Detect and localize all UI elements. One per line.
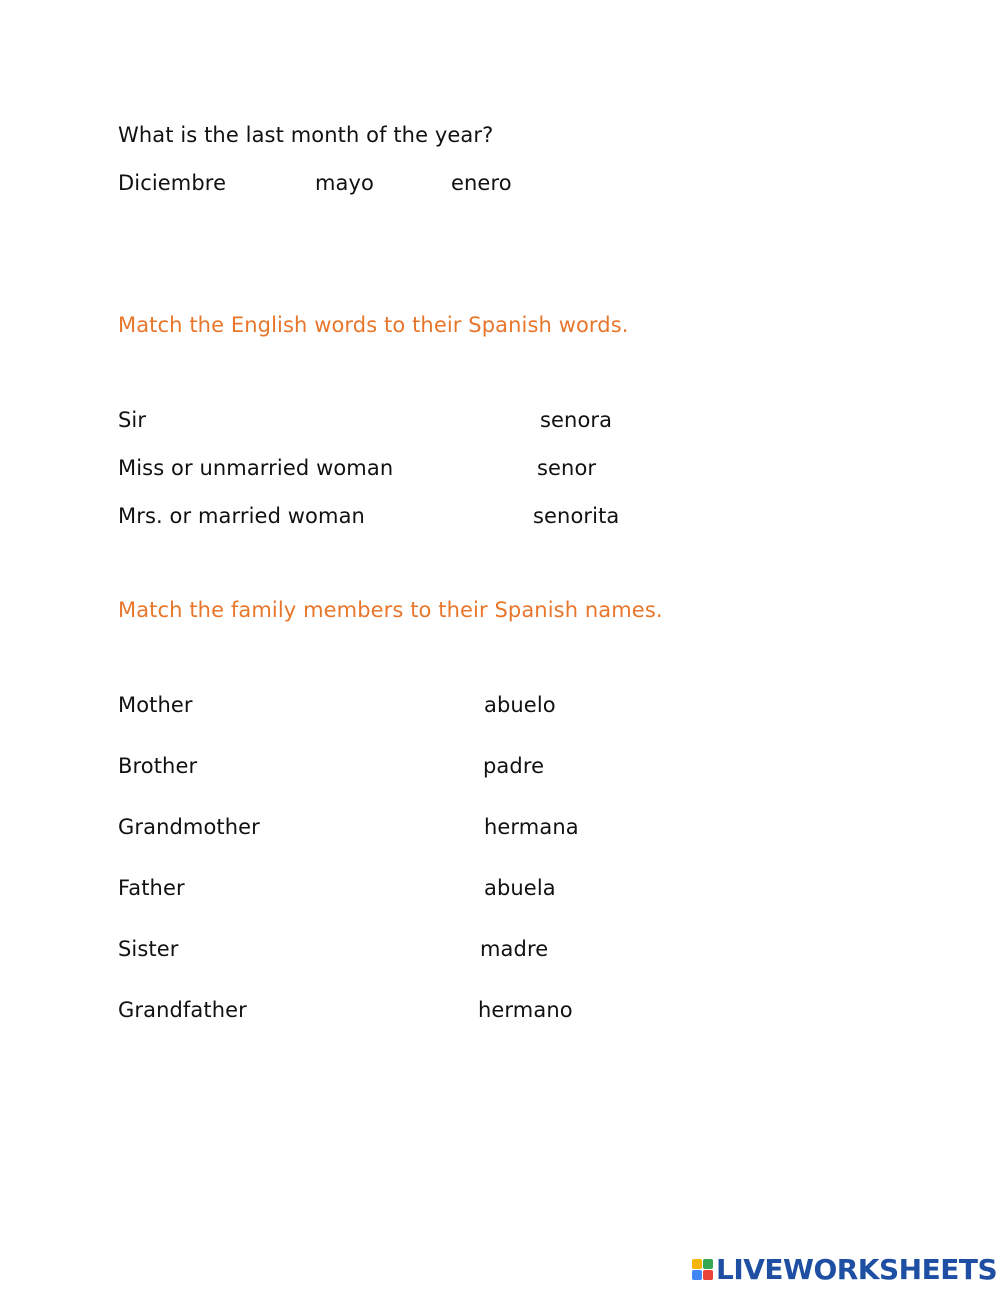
match-english-item[interactable]: Brother xyxy=(118,754,198,778)
answer-option[interactable]: enero xyxy=(451,171,512,195)
match-spanish-item[interactable]: hermano xyxy=(478,998,573,1022)
answer-option[interactable]: mayo xyxy=(315,171,375,195)
match-spanish-item[interactable]: senor xyxy=(537,456,597,480)
match-english-item[interactable]: Sir xyxy=(118,408,147,432)
match-english-item[interactable]: Miss or unmarried woman xyxy=(118,456,394,480)
match-spanish-item[interactable]: madre xyxy=(480,937,549,961)
match-spanish-item[interactable]: abuela xyxy=(484,876,556,900)
match-spanish-item[interactable]: padre xyxy=(483,754,545,778)
answer-option[interactable]: Diciembre xyxy=(118,171,227,195)
liveworksheets-logo xyxy=(692,1254,997,1284)
match-english-item[interactable]: Grandfather xyxy=(118,998,247,1022)
logo-text: LIVEWORKSHEETS xyxy=(716,1252,998,1286)
match-english-item[interactable]: Grandmother xyxy=(118,815,260,839)
match-english-item[interactable]: Father xyxy=(118,876,185,900)
match-spanish-item[interactable]: abuelo xyxy=(484,693,556,717)
match-english-item[interactable]: Sister xyxy=(118,937,179,961)
section-heading-family: Match the family members to their Spanish names. xyxy=(118,598,663,622)
match-spanish-item[interactable]: senorita xyxy=(533,504,620,528)
match-english-item[interactable]: Mrs. or married woman xyxy=(118,504,365,528)
logo-mark-icon xyxy=(692,1259,713,1280)
match-spanish-item[interactable]: senora xyxy=(540,408,613,432)
match-english-item[interactable]: Mother xyxy=(118,693,193,717)
question-prompt: What is the last month of the year? xyxy=(118,123,494,147)
match-spanish-item[interactable]: hermana xyxy=(484,815,579,839)
section-heading-titles: Match the English words to their Spanish words. xyxy=(118,313,629,337)
